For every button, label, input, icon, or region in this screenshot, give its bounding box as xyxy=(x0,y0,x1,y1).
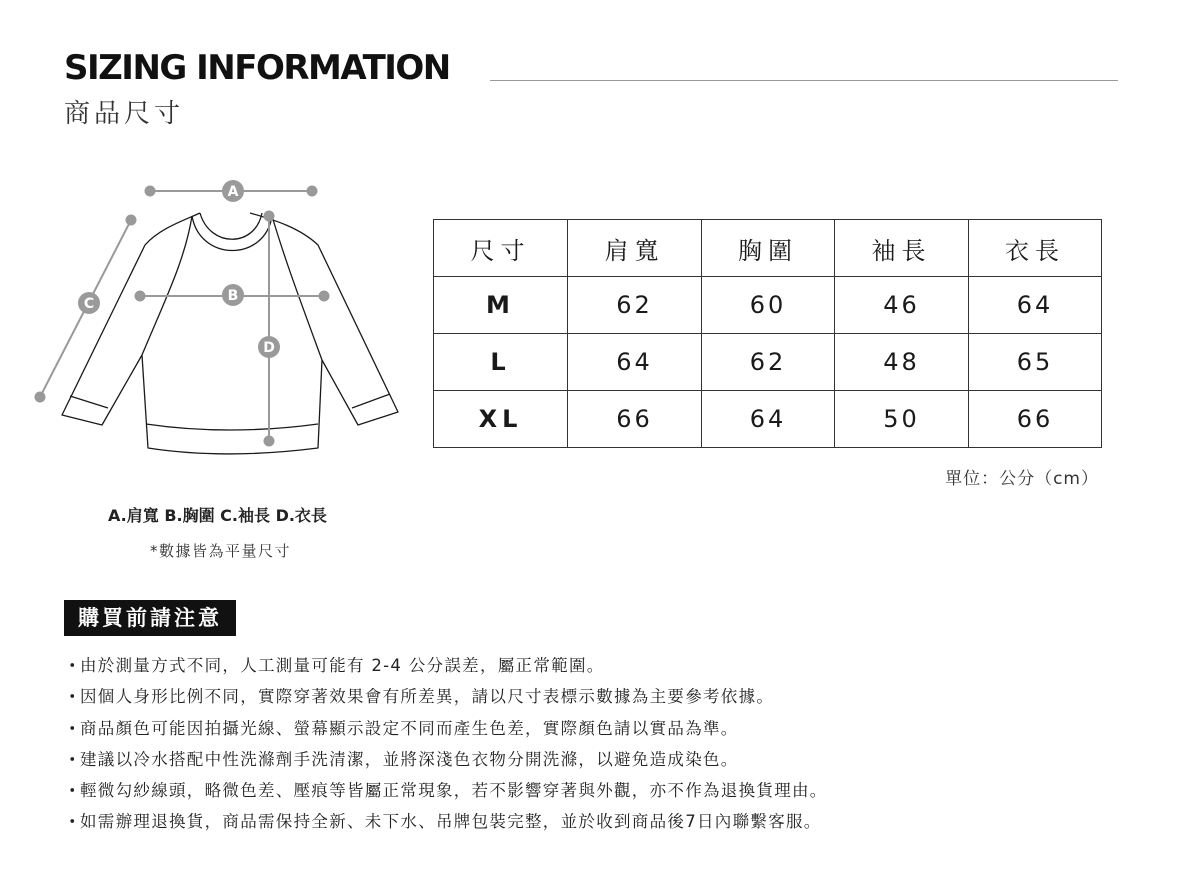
size-chart-table xyxy=(433,219,1102,448)
table-cell: 64 xyxy=(969,277,1102,334)
marker-a: A xyxy=(227,184,239,200)
table-row xyxy=(434,391,1102,448)
unit-note: 單位：公分（cm） xyxy=(945,469,1099,489)
table-cell: 64 xyxy=(568,334,702,391)
title-divider xyxy=(490,80,1118,81)
bullet-icon: ・ xyxy=(64,656,82,675)
notice-text: 由於測量方式不同，人工測量可能有 2-4 公分誤差，屬正常範圍。 xyxy=(80,656,605,675)
column-header-shoulder: 肩寬 xyxy=(568,220,702,277)
notice-text: 因個人身形比例不同，實際穿著效果會有所差異，請以尺寸表標示數據為主要參考依據。 xyxy=(80,687,775,707)
column-header-size: 尺寸 xyxy=(434,220,568,277)
list-item xyxy=(64,713,828,744)
table-header-row xyxy=(434,220,1102,277)
table-cell: 64 xyxy=(702,391,835,448)
measurement-markers xyxy=(78,180,280,358)
table-cell: 46 xyxy=(835,277,969,334)
marker-b: B xyxy=(227,288,239,304)
measurement-legend: A.肩寬 B.胸圍 C.袖長 D.衣長 xyxy=(108,506,327,525)
table-cell: 66 xyxy=(969,391,1102,448)
size-label: M xyxy=(434,277,568,334)
notice-text: 建議以冷水搭配中性洗滌劑手洗清潔，並將深淺色衣物分開洗滌，以避免造成染色。 xyxy=(80,749,739,769)
measurement-lines xyxy=(36,187,329,446)
bullet-icon: ・ xyxy=(64,749,82,769)
column-header-length: 衣長 xyxy=(969,220,1102,277)
bullet-icon: ・ xyxy=(64,812,82,832)
notice-text: 商品顏色可能因拍攝光線、螢幕顯示設定不同而產生色差，實際顏色請以實品為準。 xyxy=(80,718,739,738)
notice-text: 輕微勾紗線頭，略微色差、壓痕等皆屬正常現象，若不影響穿著與外觀，亦不作為退換貨理由。 xyxy=(80,781,828,801)
table-cell: 65 xyxy=(969,334,1102,391)
sweater-outline xyxy=(62,213,398,454)
table-cell: 66 xyxy=(568,391,702,448)
list-item xyxy=(64,744,828,775)
notice-list xyxy=(64,650,828,838)
table-cell: 50 xyxy=(835,391,969,448)
list-item xyxy=(64,681,828,712)
notice-text: 如需辦理退換貨，商品需保持全新、未下水、吊牌包裝完整，並於收到商品後7日內聯繫客服。 xyxy=(80,812,822,832)
table-row xyxy=(434,334,1102,391)
column-header-sleeve: 袖長 xyxy=(835,220,969,277)
table-cell: 62 xyxy=(568,277,702,334)
table-cell: 60 xyxy=(702,277,835,334)
marker-d: D xyxy=(263,340,275,356)
bullet-icon: ・ xyxy=(64,687,82,707)
size-label: XL xyxy=(434,391,568,448)
table-cell: 62 xyxy=(702,334,835,391)
list-item xyxy=(64,806,828,837)
bullet-icon: ・ xyxy=(64,781,82,801)
table-cell: 48 xyxy=(835,334,969,391)
list-item xyxy=(64,650,828,681)
size-label: L xyxy=(434,334,568,391)
page-title: SIZING INFORMATION xyxy=(64,48,450,88)
flat-measure-note: *數據皆為平量尺寸 xyxy=(150,542,292,560)
page-subtitle: 商品尺寸 xyxy=(64,99,185,129)
bullet-icon: ・ xyxy=(64,718,82,738)
sweater-measurement-diagram xyxy=(30,176,410,456)
list-item xyxy=(64,775,828,806)
marker-c: C xyxy=(83,296,95,312)
table-row xyxy=(434,277,1102,334)
notice-heading: 購買前請注意 xyxy=(64,600,236,636)
column-header-chest: 胸圍 xyxy=(702,220,835,277)
